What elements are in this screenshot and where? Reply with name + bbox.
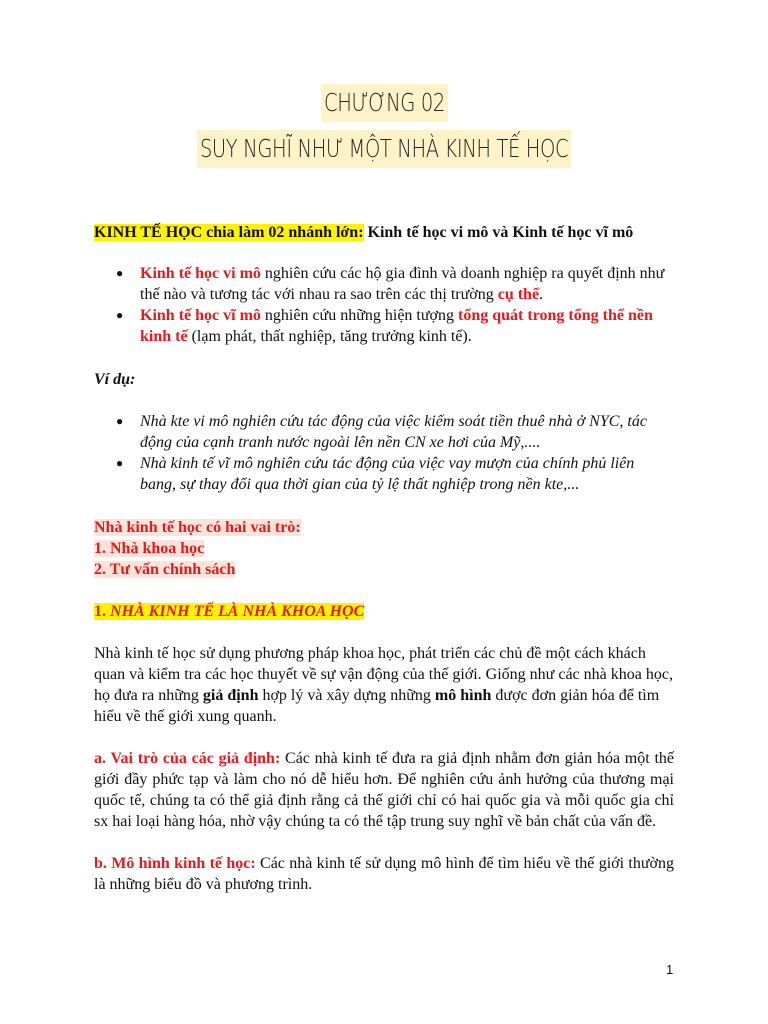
intro-highlight: KINH TẾ HỌC chia làm 02 nhánh lớn: xyxy=(94,224,364,241)
paragraph-assumptions: a. Vai trò của các giả định: Các nhà kinh tế đưa ra giả định nhằm đơn giản hóa một thế giới đầy phức tạp và làm cho nó dễ hiểu hơn. Để nghiên cứu ảnh hưởng của thương mại quốc tế, chúng ta có thể giả định rằng cả thế giới chỉ có hai quốc gia và mỗi quốc gia chỉ sx hai loại hàng hóa, nhờ vậy chúng ta có thể tập trung suy nghĩ về bản chất của vấn đề. xyxy=(94,750,674,830)
bullet-icon: ● xyxy=(116,266,124,280)
example-item: ● Nhà kte vi mô nghiên cứu tác động của việc kiểm soát tiền thuê nhà ở NYC, tác động của cạnh tranh nước ngoài lên nền CN xe hơi của Mỹ,.... xyxy=(116,413,647,451)
example-label: Ví dụ: xyxy=(94,371,136,388)
intro-paragraph xyxy=(94,222,674,243)
section-heading: 1. NHÀ KINH TẾ LÀ NHÀ KHOA HỌC xyxy=(94,603,365,620)
bullet-icon: ● xyxy=(116,414,124,428)
paragraph-models: b. Mô hình kinh tế học: Các nhà kinh tế sử dụng mô hình để tìm hiểu về thế giới thường là những biểu đồ và phương trình. xyxy=(94,855,674,893)
chapter-number: CHƯƠNG 02 xyxy=(320,84,447,122)
branch-item-macro: ● Kinh tế học vĩ mô nghiên cứu những hiện tượng tổng quát trong tổng thể nền kinh tế (lạm phát, thất nghiệp, tăng trưởng kinh tế). xyxy=(116,307,653,345)
document-body xyxy=(94,222,674,895)
bullet-icon: ● xyxy=(116,456,124,470)
page-number: 1 xyxy=(666,962,674,977)
chapter-title: SUY NGHĨ NHƯ MỘT NHÀ KINH TẾ HỌC xyxy=(197,130,572,168)
roles-item-scientist: 1. Nhà khoa học xyxy=(94,540,205,557)
roles-item-policy: 2. Tư vấn chính sách xyxy=(94,561,236,578)
bullet-icon: ● xyxy=(116,308,124,322)
branch-item-micro: ● Kinh tế học vi mô nghiên cứu các hộ gia đình và doanh nghiệp ra quyết định như thế nào và tương tác với nhau ra sao trên các thị trường cụ thể. xyxy=(116,265,665,303)
roles-heading: Nhà kinh tế học có hai vai trò: xyxy=(94,519,301,536)
example-item: ● Nhà kinh tế vĩ mô nghiên cứu tác động của việc vay mượn của chính phủ liên bang, sự thay đổi qua thời gian của tỷ lệ thất nghiệp trong nền kte,... xyxy=(116,455,635,493)
branch-list xyxy=(94,263,674,347)
example-list xyxy=(94,411,674,495)
intro-rest: Kinh tế học vi mô và Kinh tế học vĩ mô xyxy=(363,224,634,241)
chapter-title-block xyxy=(0,84,768,168)
paragraph-scientific-method: Nhà kinh tế học sử dụng phương pháp khoa học, phát triển các chủ đề một cách khách quan và kiểm tra các học thuyết về sự vận động của thế giới. Giống như các nhà khoa học, họ đưa ra những giả định hợp lý và xây dựng những mô hình được đơn giản hóa để tìm hiểu về thế giới xung quanh. xyxy=(94,645,673,725)
roles-block xyxy=(94,517,674,580)
